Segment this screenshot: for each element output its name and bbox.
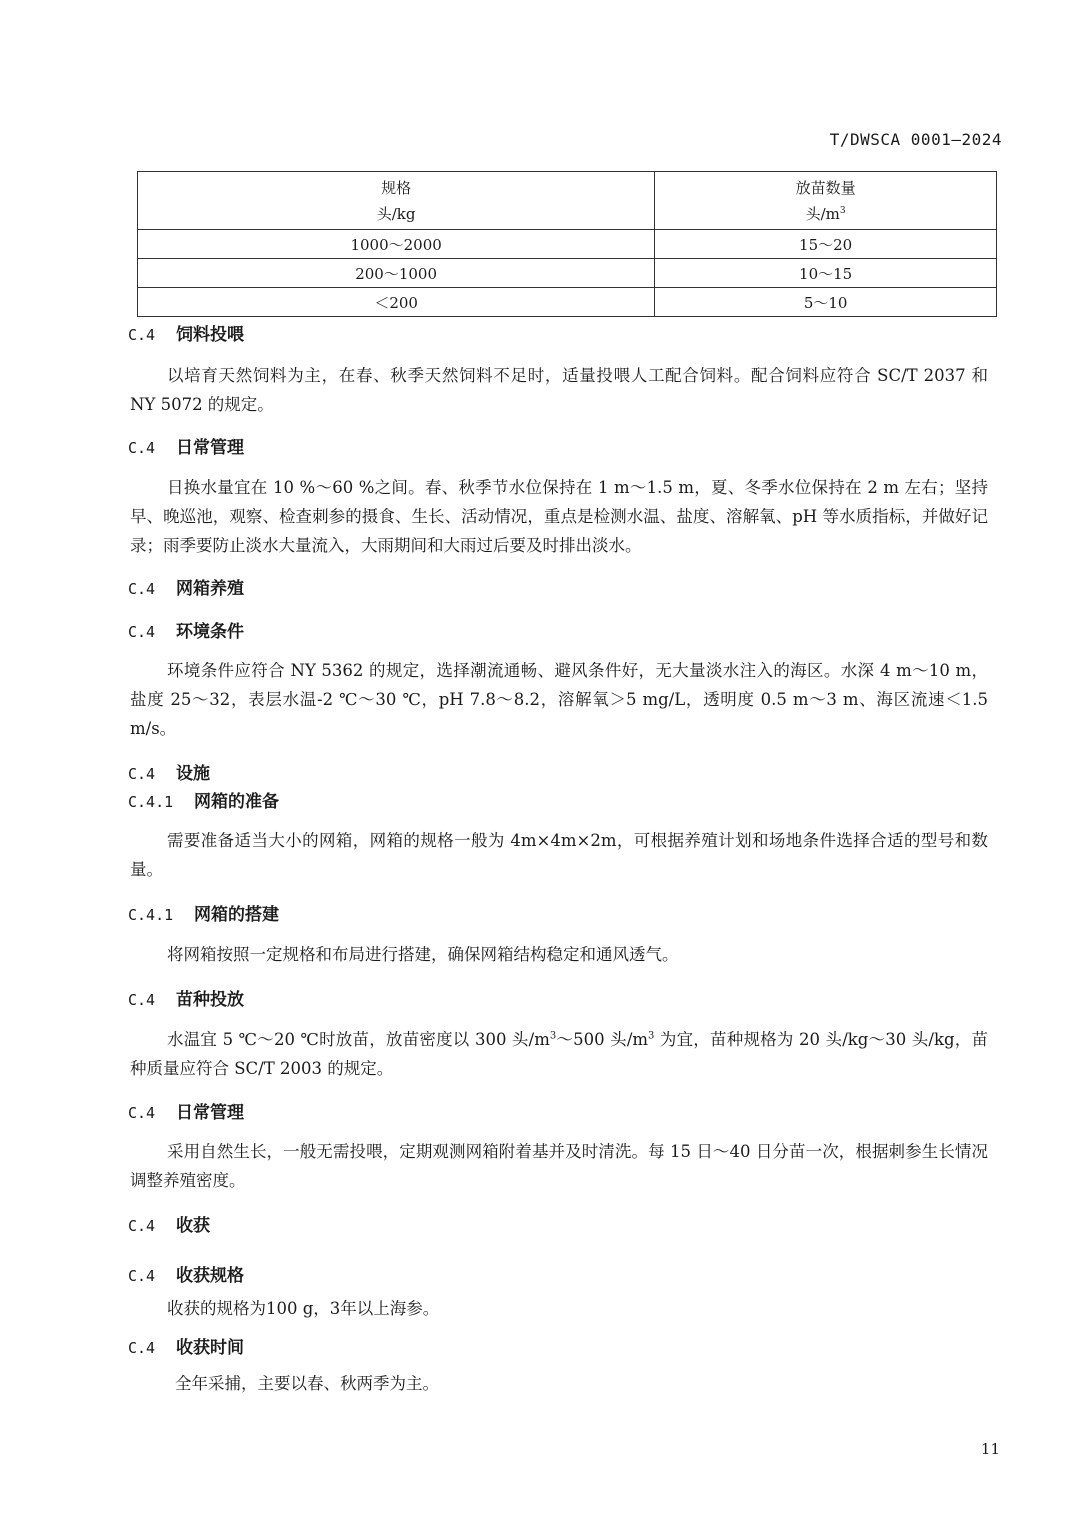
section-heading-environment [128, 617, 244, 642]
stocking-density-table [137, 171, 997, 317]
section-title: 环境条件 [176, 622, 244, 642]
superscript: 3 [549, 1030, 557, 1042]
section-number: C.4 [128, 1339, 156, 1357]
cell-qty: 5～10 [655, 288, 997, 317]
section-heading-daily-management-2 [128, 1098, 244, 1123]
paragraph-daily-management-2: 采用自然生长，一般无需投喂，定期观测网箱附着基并及时清洗。每 15 日～40 日分苗一次，根据刺参生长情况调整养殖密度。 [130, 1142, 988, 1190]
paragraph-seed-stocking [130, 1025, 988, 1083]
header-spec-line2: 头/kg [376, 204, 416, 223]
section-heading-cage-construction [128, 900, 279, 925]
header-qty-sup: 3 [839, 205, 846, 216]
section-title: 收获规格 [176, 1266, 244, 1286]
paragraph-cage-construction: 将网箱按照一定规格和布局进行搭建，确保网箱结构稳定和通风透气。 [167, 945, 679, 964]
section-number: C.4 [128, 580, 156, 598]
paragraph-daily-management: 日换水量宜在 10 %～60 %之间。春、秋季节水位保持在 1 m～1.5 m，夏、冬季水位保持在 2 m 左右；坚持早、晚巡池，观察、检查刺参的摄食、生长、活动情况，重点是检测水温、盐度、溶解氧、pH 等水质指标，并做好记录；雨季要防止淡水大量流入，大雨期间和大雨过后要及时排出淡水。 [130, 478, 988, 555]
paragraph-seed-stocking-part1: 水温宜 5 ℃～20 ℃时放苗，放苗密度以 300 头/m [167, 1030, 550, 1049]
section-number: C.4.1 [128, 793, 174, 811]
section-heading-harvest-time [128, 1333, 244, 1358]
section-title: 收获 [176, 1216, 210, 1236]
table-row [138, 230, 997, 259]
section-heading-daily-management [128, 433, 244, 458]
section-title: 网箱的搭建 [194, 905, 279, 925]
section-number: C.4.1 [128, 906, 174, 924]
cell-spec: ＜200 [138, 288, 655, 317]
section-number: C.4 [128, 1267, 156, 1285]
section-title: 饲料投喂 [176, 325, 244, 345]
header-qty-unit: 头/m [805, 204, 840, 223]
section-number: C.4 [128, 991, 156, 1009]
section-heading-harvest-spec [128, 1261, 244, 1286]
table-header-row [138, 172, 997, 230]
section-title: 设施 [176, 764, 210, 784]
section-heading-harvest [128, 1211, 210, 1236]
section-heading-cage-preparation [128, 787, 279, 812]
section-heading-feeding [128, 320, 244, 345]
section-title: 收获时间 [176, 1338, 244, 1358]
section-number: C.4 [128, 1217, 156, 1235]
section-title: 日常管理 [176, 438, 244, 458]
paragraph-seed-stocking-part2: ～500 头/m [556, 1030, 649, 1049]
section-title: 网箱的准备 [194, 792, 279, 812]
paragraph-seed-stocking-part3: 为宜，苗种规格为 20 头/kg～30 头/kg，苗种质量应符合 SC/T 2003 的规定。 [130, 1030, 988, 1078]
section-number: C.4 [128, 765, 156, 783]
paragraph-environment: 环境条件应符合 NY 5362 的规定，选择潮流通畅、避风条件好，无大量淡水注入的海区。水深 4 m～10 m，盐度 25～32，表层水温-2 ℃～30 ℃，pH 7.8～8.2，溶解氧＞5 mg/L，透明度 0.5 m～3 m、海区流速＜1.5 m/s。 [130, 661, 988, 738]
superscript: 3 [648, 1030, 655, 1042]
paragraph-harvest-spec: 收获的规格为100 g，3年以上海参。 [167, 1299, 440, 1318]
section-number: C.4 [128, 439, 156, 457]
section-number: C.4 [128, 1104, 156, 1122]
table-row [138, 259, 997, 288]
page-number: 11 [980, 1440, 1000, 1458]
cell-spec: 1000～2000 [138, 230, 655, 259]
paragraph-harvest-time: 全年采捕，主要以春、秋两季为主。 [175, 1374, 439, 1393]
table-row [138, 288, 997, 317]
section-title: 网箱养殖 [176, 579, 244, 599]
header-qty-line2 [655, 201, 996, 227]
section-heading-seed-stocking [128, 985, 244, 1010]
paragraph-cage-preparation: 需要准备适当大小的网箱，网箱的规格一般为 4m×4m×2m，可根据养殖计划和场地条件选择合适的型号和数量。 [130, 831, 988, 879]
section-title: 苗种投放 [176, 990, 244, 1010]
header-spec [138, 172, 655, 230]
paragraph-feeding: 以培育天然饲料为主，在春、秋季天然饲料不足时，适量投喂人工配合饲料。配合饲料应符合 SC/T 2037 和 NY 5072 的规定。 [130, 366, 988, 414]
section-number: C.4 [128, 623, 156, 641]
section-heading-facilities [128, 759, 210, 784]
section-number: C.4 [128, 326, 156, 344]
section-title: 日常管理 [176, 1103, 244, 1123]
cell-qty: 15～20 [655, 230, 997, 259]
cell-qty: 10～15 [655, 259, 997, 288]
header-qty-line1: 放苗数量 [795, 178, 856, 197]
document-code: T/DWSCA 0001—2024 [829, 130, 1002, 149]
header-qty [655, 172, 997, 230]
section-heading-cage-culture [128, 574, 244, 599]
cell-spec: 200～1000 [138, 259, 655, 288]
header-spec-line1: 规格 [381, 178, 412, 197]
